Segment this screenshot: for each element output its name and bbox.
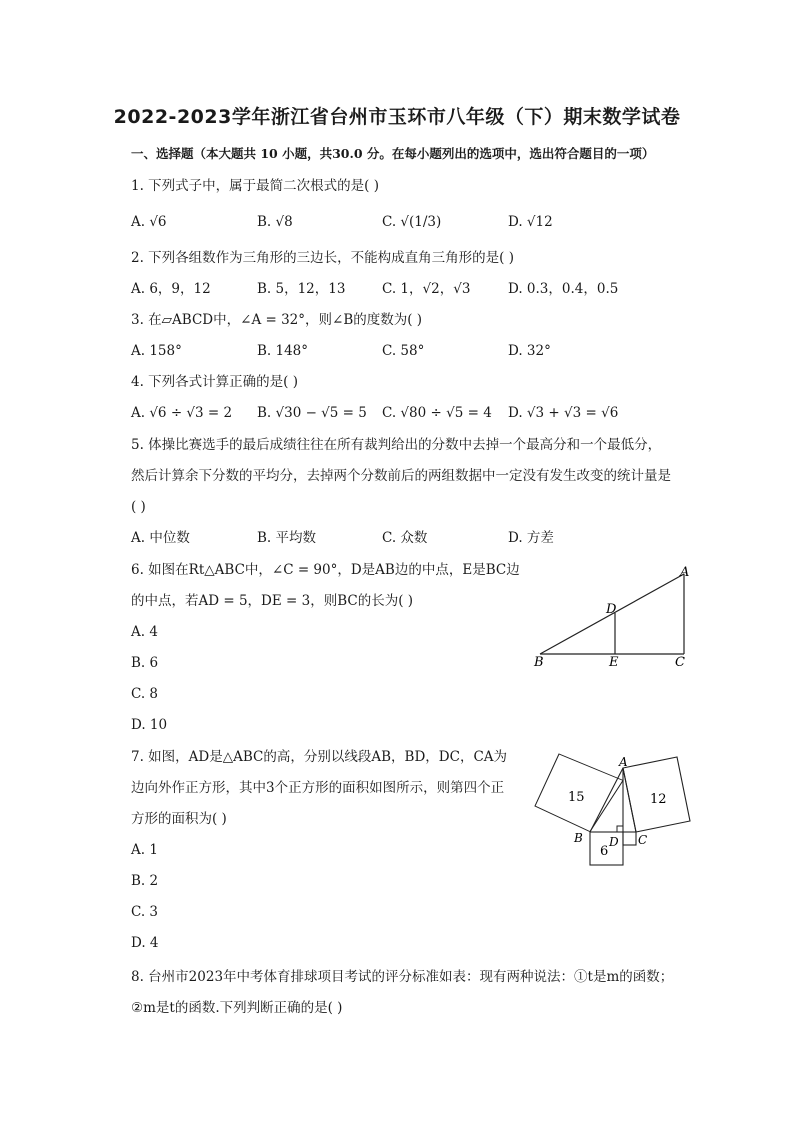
q1-option-d: D. √12 <box>508 214 553 230</box>
label-b: B <box>534 655 544 670</box>
q2-option-d: D. 0.3，0.4，0.5 <box>508 281 619 297</box>
q6-triangle-figure <box>530 560 700 672</box>
label-c: C <box>675 655 685 670</box>
q6-option-a: A. 4 <box>131 624 158 640</box>
question-1-stem: 1. 下列式子中，属于最简二次根式的是( ) <box>131 178 379 194</box>
square-area-6: 6 <box>600 844 609 859</box>
q1-option-b: B. √8 <box>257 214 293 230</box>
page-title: 2022-2023学年浙江省台州市玉环市八年级（下）期末数学试卷 <box>113 106 681 128</box>
q5-option-a: A. 中位数 <box>131 530 190 546</box>
q7-squares-figure <box>530 740 700 870</box>
q5-option-c: C. 众数 <box>382 530 428 546</box>
question-5-line-2: 然后计算余下分数的平均分，去掉两个分数前后的两组数据中一定没有发生改变的统计量是 <box>131 468 671 484</box>
question-6-line-2: 的中点，若AD = 5，DE = 3，则BC的长为( ) <box>131 593 414 609</box>
label-a: A <box>619 755 628 769</box>
question-4-stem: 4. 下列各式计算正确的是( ) <box>131 374 298 390</box>
question-6-line-1: 6. 如图在Rt△ABC中，∠C = 90°，D是AB边的中点，E是BC边 <box>131 562 520 578</box>
q2-option-a: A. 6，9，12 <box>131 281 211 297</box>
label-d: D <box>609 835 619 849</box>
q4-option-b: B. √30 − √5 = 5 <box>257 405 367 421</box>
q7-option-b: B. 2 <box>131 873 159 889</box>
label-c: C <box>638 833 648 847</box>
q5-option-b: B. 平均数 <box>257 530 317 546</box>
question-7-line-1: 7. 如图，AD是△ABC的高，分别以线段AB，BD，DC，CA为 <box>131 749 508 765</box>
q4-option-c: C. √80 ÷ √5 = 4 <box>382 405 492 421</box>
q7-option-c: C. 3 <box>131 904 159 920</box>
q3-option-c: C. 58° <box>382 343 425 359</box>
q1-option-c: C. √(1/3) <box>382 214 442 230</box>
q3-option-a: A. 158° <box>131 343 182 359</box>
q6-option-d: D. 10 <box>131 717 168 733</box>
q5-option-d: D. 方差 <box>508 530 554 546</box>
q2-option-c: C. 1，√2，√3 <box>382 281 471 297</box>
section-heading: 一、选择题（本大题共 10 小题，共30.0 分。在每小题列出的选项中，选出符合题目的一项） <box>131 146 655 161</box>
q7-option-d: D. 4 <box>131 935 159 951</box>
q4-option-a: A. √6 ÷ √3 = 2 <box>131 405 233 421</box>
question-5-line-3: ( ) <box>131 499 146 515</box>
square-area-15: 15 <box>568 790 585 805</box>
q6-option-b: B. 6 <box>131 655 159 671</box>
q7-option-a: A. 1 <box>131 842 158 858</box>
label-d: D <box>606 602 617 617</box>
question-7-line-2: 边向外作正方形，其中3个正方形的面积如图所示，则第四个正 <box>131 780 505 796</box>
question-7-line-3: 方形的面积为( ) <box>131 811 227 827</box>
label-a: A <box>680 565 690 580</box>
q2-option-b: B. 5，12，13 <box>257 281 346 297</box>
label-e: E <box>609 655 619 670</box>
q6-option-c: C. 8 <box>131 686 159 702</box>
question-8-line-1: 8. 台州市2023年中考体育排球项目考试的评分标准如表：现有两种说法：①t是m的函数； <box>131 969 674 985</box>
q3-option-b: B. 148° <box>257 343 309 359</box>
question-8-line-2: ②m是t的函数.下列判断正确的是( ) <box>131 1000 343 1016</box>
label-b: B <box>574 831 583 845</box>
q1-option-a: A. √6 <box>131 214 167 230</box>
question-5-line-1: 5. 体操比赛选手的最后成绩往往在所有裁判给出的分数中去掉一个最高分和一个最低分， <box>131 437 662 453</box>
question-2-stem: 2. 下列各组数作为三角形的三边长，不能构成直角三角形的是( ) <box>131 250 514 266</box>
q4-option-d: D. √3 + √3 = √6 <box>508 405 619 421</box>
question-3-stem: 3. 在▱ABCD中，∠A = 32°，则∠B的度数为( ) <box>131 312 423 328</box>
square-area-12: 12 <box>650 792 667 807</box>
q3-option-d: D. 32° <box>508 343 551 359</box>
